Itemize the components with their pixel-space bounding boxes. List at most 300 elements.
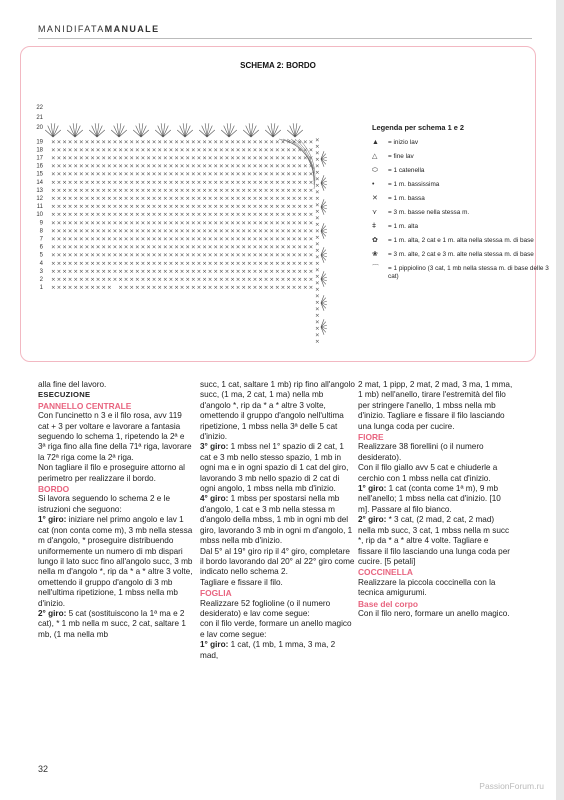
stitch-mark: × — [51, 171, 56, 178]
stitch-mark: × — [275, 228, 280, 235]
stitch-mark: × — [129, 244, 135, 251]
stitch-mark: × — [202, 147, 207, 154]
stitch-mark: × — [179, 139, 185, 146]
stitch-mark: × — [168, 228, 174, 235]
stitch-mark: × — [275, 285, 280, 292]
stitch-mark: × — [118, 220, 123, 227]
stitch-mark: × — [118, 187, 123, 194]
stitch-mark: × — [123, 171, 129, 178]
stitch-mark: × — [168, 277, 174, 283]
legend-label: = inizio lav — [388, 139, 419, 146]
stitch-mark: × — [191, 236, 196, 243]
stitch-mark: × — [157, 260, 163, 267]
stitch-mark: × — [90, 204, 95, 211]
stitch-mark: × — [118, 147, 123, 154]
stitch-mark: × — [185, 212, 191, 219]
stitch-mark: × — [84, 139, 90, 146]
stitch-mark: × — [90, 236, 95, 243]
stitch-mark: × — [196, 171, 202, 178]
stitch-mark: × — [90, 244, 95, 251]
stitch-mark: × — [308, 196, 314, 202]
stitch-mark: × — [135, 268, 140, 275]
stitch-mark: × — [151, 285, 157, 292]
stitch-mark: × — [168, 179, 174, 186]
stitch-mark: × — [168, 171, 174, 178]
stitch-mark: × — [163, 163, 168, 170]
stitch-mark: × — [157, 171, 163, 178]
round-4-text: 1 mbss per spostarsi nella mb d'angolo, 1 cat e 3 mb nella stessa m d'angolo della mbss, 1 mb in ogni mb del giro, lavorando 3 mb in ogni m d'angolo, 1 mbss nella mb d'inizio. — [200, 494, 353, 546]
stitch-mark: × — [73, 252, 79, 259]
round-2-label: 2° giro: — [38, 608, 67, 618]
stitch-mark: × — [235, 163, 241, 170]
stitch-mark: × — [202, 268, 207, 275]
row-label: 12 — [36, 196, 43, 202]
stitch-mark: × — [219, 171, 224, 178]
stitch-mark: × — [112, 212, 118, 219]
header-brand-light: MANIDIFATA — [38, 24, 105, 34]
stitch-mark: × — [291, 179, 297, 186]
stitch-mark: × — [247, 212, 252, 219]
legend-label: = 1 m. alta — [388, 223, 419, 230]
stitch-mark: × — [168, 155, 174, 162]
stitch-mark: × — [297, 244, 303, 251]
stitch-mark: × — [263, 236, 269, 243]
stitch-mark: × — [56, 155, 62, 162]
stitch-mark: × — [263, 260, 269, 267]
stitch-mark: × — [123, 285, 129, 292]
stitch-mark: × — [275, 204, 280, 211]
stitch-mark: × — [185, 155, 191, 162]
shell-stroke — [321, 247, 324, 255]
stitch-mark: × — [258, 139, 263, 146]
shell-stroke — [177, 130, 185, 137]
stitch-mark: × — [79, 220, 84, 227]
shell-stroke — [243, 130, 251, 137]
stitch-mark: × — [146, 228, 151, 235]
stitch-mark: × — [315, 189, 320, 196]
stitch-mark: × — [163, 212, 168, 219]
stitch-mark: × — [56, 171, 62, 178]
stitch-mark: × — [146, 260, 151, 267]
stitch-mark: × — [286, 187, 291, 194]
stitch-mark: × — [62, 196, 67, 202]
stitch-mark: × — [163, 155, 168, 162]
double-crochet-icon: ǂ — [372, 223, 377, 230]
stitch-mark: × — [315, 228, 320, 235]
stitch-mark: × — [315, 202, 320, 209]
stitch-mark: × — [202, 277, 207, 283]
stitch-mark: × — [191, 147, 196, 154]
stitch-mark: × — [303, 163, 308, 170]
stitch-mark: × — [95, 285, 101, 292]
stitch-mark: × — [129, 171, 135, 178]
shell-stitch — [321, 223, 327, 239]
stitch-mark: × — [297, 212, 303, 219]
stitch-mark: × — [297, 196, 303, 202]
stitch-mark: × — [62, 244, 67, 251]
stitch-mark: × — [123, 179, 129, 186]
stitch-mark: × — [107, 252, 112, 259]
stitch-mark: × — [179, 252, 185, 259]
row-label: 8 — [39, 228, 43, 235]
stitch-mark: × — [263, 244, 269, 251]
stitch-mark: × — [191, 268, 196, 275]
row-label: 3 — [39, 268, 43, 275]
stitch-mark: × — [291, 147, 297, 154]
stitch-mark: × — [95, 139, 101, 146]
stitch-mark: × — [297, 228, 303, 235]
stitch-mark: × — [269, 228, 275, 235]
stitch-mark: × — [95, 228, 101, 235]
stitch-mark: × — [224, 179, 230, 186]
stitch-mark: × — [280, 212, 286, 219]
row-label: 9 — [39, 220, 43, 227]
stitch-mark: × — [280, 285, 286, 292]
stitch-mark: × — [269, 220, 275, 227]
stitch-mark: × — [179, 228, 185, 235]
stitch-mark: × — [252, 244, 258, 251]
stitch-mark: × — [79, 139, 84, 146]
stitch-mark: × — [280, 236, 286, 243]
stitch-mark: × — [230, 285, 235, 292]
stitch-mark: × — [168, 204, 174, 211]
stitch-mark: × — [157, 187, 163, 194]
stitch-mark: × — [191, 228, 196, 235]
stitch-mark: × — [118, 212, 123, 219]
stitch-mark: × — [308, 220, 314, 227]
round-2-continued: succ, 1 cat, saltare 1 mb) rip fino all'angolo succ, (1 ma, 2 cat, 1 ma) nella mb d'angolo *, rip da * a * altre 3 volte, omettendo il gruppo d'angolo nell'ultima ripetizione, 1 mbss nella 3ª delle 5 cat d'inizio. — [200, 380, 355, 442]
stitch-mark: × — [123, 204, 129, 211]
stitch-mark: × — [67, 268, 73, 275]
stitch-mark: × — [297, 220, 303, 227]
stitch-mark: × — [84, 277, 90, 283]
stitch-mark: × — [118, 236, 123, 243]
shell-stroke — [163, 130, 171, 137]
stitch-mark: × — [118, 155, 123, 162]
stitch-mark: × — [123, 268, 129, 275]
stitch-mark: × — [56, 236, 62, 243]
stitch-mark: × — [303, 204, 308, 211]
stitch-mark: × — [51, 147, 56, 154]
stitch-mark: × — [185, 187, 191, 194]
stitch-mark: × — [112, 228, 118, 235]
stitch-mark: × — [213, 187, 219, 194]
stitch-mark: × — [95, 277, 101, 283]
stitch-mark: × — [241, 252, 247, 259]
stitch-mark: × — [315, 299, 320, 306]
stitch-mark: × — [224, 204, 230, 211]
stitch-mark: × — [84, 252, 90, 259]
stitch-mark: × — [315, 247, 320, 254]
stitch-mark: × — [95, 244, 101, 251]
stitch-mark: × — [95, 220, 101, 227]
leaf-round-1-continued: 2 mat, 1 pipp, 2 mat, 2 mad, 3 ma, 1 mma, 1 mb) nell'anello, tirare l'estremità del filo per stringere l'anello, 1 mbss nella mb d'inizio. Tagliare e fissare il filo lasciando una lunga coda per cucire. — [358, 380, 513, 431]
shell-stroke — [321, 327, 324, 335]
stitch-mark: × — [107, 163, 112, 170]
stitch-mark: × — [67, 252, 73, 259]
stitch-mark: × — [163, 171, 168, 178]
stitch-mark: × — [235, 268, 241, 275]
stitch-mark: × — [196, 244, 202, 251]
stitch-mark: × — [79, 204, 84, 211]
stitch-mark: × — [107, 277, 112, 283]
stitch-mark: × — [51, 236, 56, 243]
stitch-mark: × — [140, 236, 146, 243]
stitch-mark: × — [315, 234, 320, 241]
stitch-mark: × — [219, 277, 224, 283]
stitch-mark: × — [51, 139, 56, 146]
stitch-mark: × — [174, 139, 179, 146]
stitch-mark: × — [315, 221, 320, 228]
stitch-mark: × — [135, 196, 140, 202]
stitch-mark: × — [146, 277, 151, 283]
stitch-mark: × — [286, 268, 291, 275]
stitch-mark: × — [269, 179, 275, 186]
stitch-mark: × — [140, 285, 146, 292]
leaf-intro-2: con il filo verde, formare un anello magico e lav come segue: — [200, 619, 352, 639]
border-intro: Si lavora seguendo lo schema 2 e le istruzioni che seguono: — [38, 494, 170, 514]
stitch-mark: × — [151, 187, 157, 194]
stitch-mark: × — [219, 220, 224, 227]
stitch-mark: × — [280, 228, 286, 235]
stitch-mark: × — [174, 268, 179, 275]
stitch-mark: × — [315, 143, 320, 150]
stitch-mark: × — [308, 147, 314, 154]
stitch-mark: × — [219, 244, 224, 251]
round-3-text: 1 mbss nel 1° spazio di 2 cat, 1 cat e 3 mb nello stesso spazio, 1 mb in ogni ma e in ogni spazio di 1 cat del giro, lavorando 3 mb nello spazio di 2 cat di ogni angolo, 1 mbss nella mb d'inizio. — [200, 442, 349, 494]
stitch-mark: × — [280, 277, 286, 283]
stitch-mark: × — [235, 228, 241, 235]
stitch-mark: × — [146, 196, 151, 202]
stitch-mark: × — [219, 285, 224, 292]
row-label: 13 — [36, 187, 43, 194]
stitch-mark: × — [235, 147, 241, 154]
stitch-mark: × — [291, 171, 297, 178]
shell-stitch — [321, 151, 327, 167]
shell-stroke — [111, 130, 119, 137]
legend-item — [372, 265, 550, 281]
stitch-mark: × — [73, 277, 79, 283]
stitch-mark: × — [247, 179, 252, 186]
stitch-mark: × — [308, 179, 314, 186]
stitch-mark: × — [79, 277, 84, 283]
stitch-mark: × — [73, 196, 79, 202]
stitch-mark: × — [191, 277, 196, 283]
stitch-mark: × — [252, 228, 258, 235]
stitch-mark: × — [73, 236, 79, 243]
stitch-mark: × — [146, 163, 151, 170]
stitch-mark: × — [95, 252, 101, 259]
stitch-mark: × — [241, 260, 247, 267]
stitch-mark: × — [179, 212, 185, 219]
stitch-mark: × — [185, 285, 191, 292]
stitch-mark: × — [247, 244, 252, 251]
shell-stroke — [321, 151, 324, 159]
stitch-mark: × — [247, 236, 252, 243]
legend-item — [372, 139, 550, 147]
stitch-mark: × — [191, 285, 196, 292]
stitch-mark: × — [291, 277, 297, 283]
stitch-mark: × — [230, 163, 235, 170]
shell-stroke — [295, 130, 303, 137]
stitch-mark: × — [275, 244, 280, 251]
stitch-mark: × — [286, 244, 291, 251]
stitch-mark: × — [107, 212, 112, 219]
legend-item — [372, 195, 550, 203]
stitch-mark: × — [163, 277, 168, 283]
stitch-mark: × — [62, 228, 67, 235]
stitch-mark: × — [196, 212, 202, 219]
picot-icon: ⌒ — [372, 265, 379, 272]
stitch-mark: × — [112, 187, 118, 194]
shell-stroke — [53, 130, 61, 137]
stitch-mark: × — [241, 179, 247, 186]
stitch-mark: × — [62, 204, 67, 211]
shell-stroke — [321, 159, 324, 167]
flower-round-1-text: 1 cat (conta come 1ª m), 9 mb nell'anello; 1 mbss nella cat d'inizio. [10 m]. Passare al filo bianco. — [358, 484, 501, 514]
stitch-mark: × — [79, 155, 84, 162]
stitch-mark: × — [90, 139, 95, 146]
text-column-2 — [200, 380, 355, 661]
stitch-mark: × — [129, 139, 135, 146]
header-brand-bold: MANUALE — [104, 24, 160, 34]
stitch-mark: × — [202, 155, 207, 162]
stitch-mark: × — [280, 139, 286, 146]
row-label: 22 — [36, 105, 43, 111]
stitch-mark: × — [84, 285, 90, 292]
row-label: 11 — [36, 204, 43, 211]
stitch-mark: × — [90, 163, 95, 170]
shell-stroke — [287, 130, 295, 137]
stitch-mark: × — [174, 171, 179, 178]
stitch-mark: × — [90, 220, 95, 227]
round-3-label: 3° giro: — [200, 442, 229, 452]
stitch-mark: × — [263, 212, 269, 219]
stitch-mark: × — [230, 244, 235, 251]
stitch-mark: × — [129, 204, 135, 211]
stitch-mark: × — [213, 236, 219, 243]
stitch-mark: × — [213, 147, 219, 154]
stitch-mark: × — [140, 163, 146, 170]
stitch-mark: × — [258, 147, 263, 154]
stitch-mark: × — [213, 260, 219, 267]
legend-title: Legenda per schema 1 e 2 — [372, 123, 465, 132]
shell-stroke — [207, 130, 215, 137]
shell-stroke — [321, 207, 324, 215]
stitch-mark: × — [230, 220, 235, 227]
stitch-mark: × — [207, 196, 213, 202]
stitch-mark: × — [174, 277, 179, 283]
stitch-mark: × — [191, 204, 196, 211]
stitch-mark: × — [315, 325, 320, 332]
stitch-mark: × — [140, 171, 146, 178]
stitch-mark: × — [163, 268, 168, 275]
stitch-mark: × — [191, 244, 196, 251]
stitch-mark: × — [224, 252, 230, 259]
stitch-mark: × — [241, 204, 247, 211]
stitch-mark: × — [291, 212, 297, 219]
stitch-mark: × — [51, 285, 56, 292]
stitch-mark: × — [179, 163, 185, 170]
legend-label: = 3 m. alte, 2 cat e 3 m. alte nella stessa m. di base — [388, 251, 534, 258]
stitch-mark: × — [101, 244, 107, 251]
stitch-mark: × — [224, 260, 230, 267]
stitch-mark: × — [196, 277, 202, 283]
stitch-mark: × — [196, 163, 202, 170]
stitch-mark: × — [140, 204, 146, 211]
slip-stitch-icon: • — [372, 181, 375, 188]
stitch-mark: × — [174, 260, 179, 267]
stitch-mark: × — [297, 179, 303, 186]
flower-round-2-label: 2° giro: — [358, 515, 387, 525]
stitch-mark: × — [73, 285, 79, 292]
stitch-mark: × — [280, 204, 286, 211]
shell-icon: ❀ — [372, 251, 378, 258]
stitch-mark: × — [95, 171, 101, 178]
stitch-mark: × — [286, 277, 291, 283]
stitch-mark: × — [84, 236, 90, 243]
stitch-mark: × — [207, 139, 213, 146]
stitch-mark: × — [258, 228, 263, 235]
stitch-mark: × — [123, 228, 129, 235]
shell-stroke — [321, 223, 324, 231]
chain-icon: ⬭ — [372, 167, 378, 174]
stitch-mark: × — [163, 204, 168, 211]
stitch-mark: × — [315, 273, 320, 280]
stitch-mark: × — [140, 139, 146, 146]
crochet-chart — [29, 99, 329, 354]
stitch-mark: × — [90, 260, 95, 267]
stitch-mark: × — [179, 171, 185, 178]
stitch-mark: × — [286, 171, 291, 178]
stitch-mark: × — [101, 277, 107, 283]
stitch-mark: × — [151, 244, 157, 251]
stitch-mark: × — [146, 236, 151, 243]
stitch-mark: × — [157, 268, 163, 275]
stitch-mark: × — [140, 244, 146, 251]
stitch-mark: × — [258, 220, 263, 227]
stitch-mark: × — [207, 212, 213, 219]
legend-label: = 1 m. alta, 2 cat e 1 m. alta nella stessa m. di base — [388, 237, 534, 244]
stitch-mark: × — [224, 171, 230, 178]
stitch-mark: × — [196, 268, 202, 275]
stitch-mark: × — [163, 196, 168, 202]
stitch-mark: × — [146, 285, 151, 292]
stitch-mark: × — [247, 220, 252, 227]
stitch-mark: × — [224, 147, 230, 154]
stitch-mark: × — [163, 285, 168, 292]
stitch-mark: × — [308, 212, 314, 219]
stitch-mark: × — [280, 155, 286, 162]
stitch-mark: × — [79, 268, 84, 275]
stitch-mark: × — [252, 212, 258, 219]
stitch-mark: × — [56, 277, 62, 283]
stitch-mark: × — [275, 252, 280, 259]
stitch-mark: × — [129, 155, 135, 162]
stitch-mark: × — [129, 220, 135, 227]
stitch-mark: × — [280, 171, 286, 178]
stitch-mark: × — [224, 277, 230, 283]
stitch-mark: × — [235, 212, 241, 219]
stitch-mark: × — [185, 163, 191, 170]
stitch-mark: × — [112, 260, 118, 267]
sc-increase-icon: ⋎ — [372, 209, 378, 216]
stitch-mark: × — [252, 155, 258, 162]
shell-stitch — [45, 123, 61, 137]
stitch-mark: × — [258, 236, 263, 243]
legend-label: = 1 catenella — [388, 167, 425, 174]
stitch-mark: × — [219, 212, 224, 219]
